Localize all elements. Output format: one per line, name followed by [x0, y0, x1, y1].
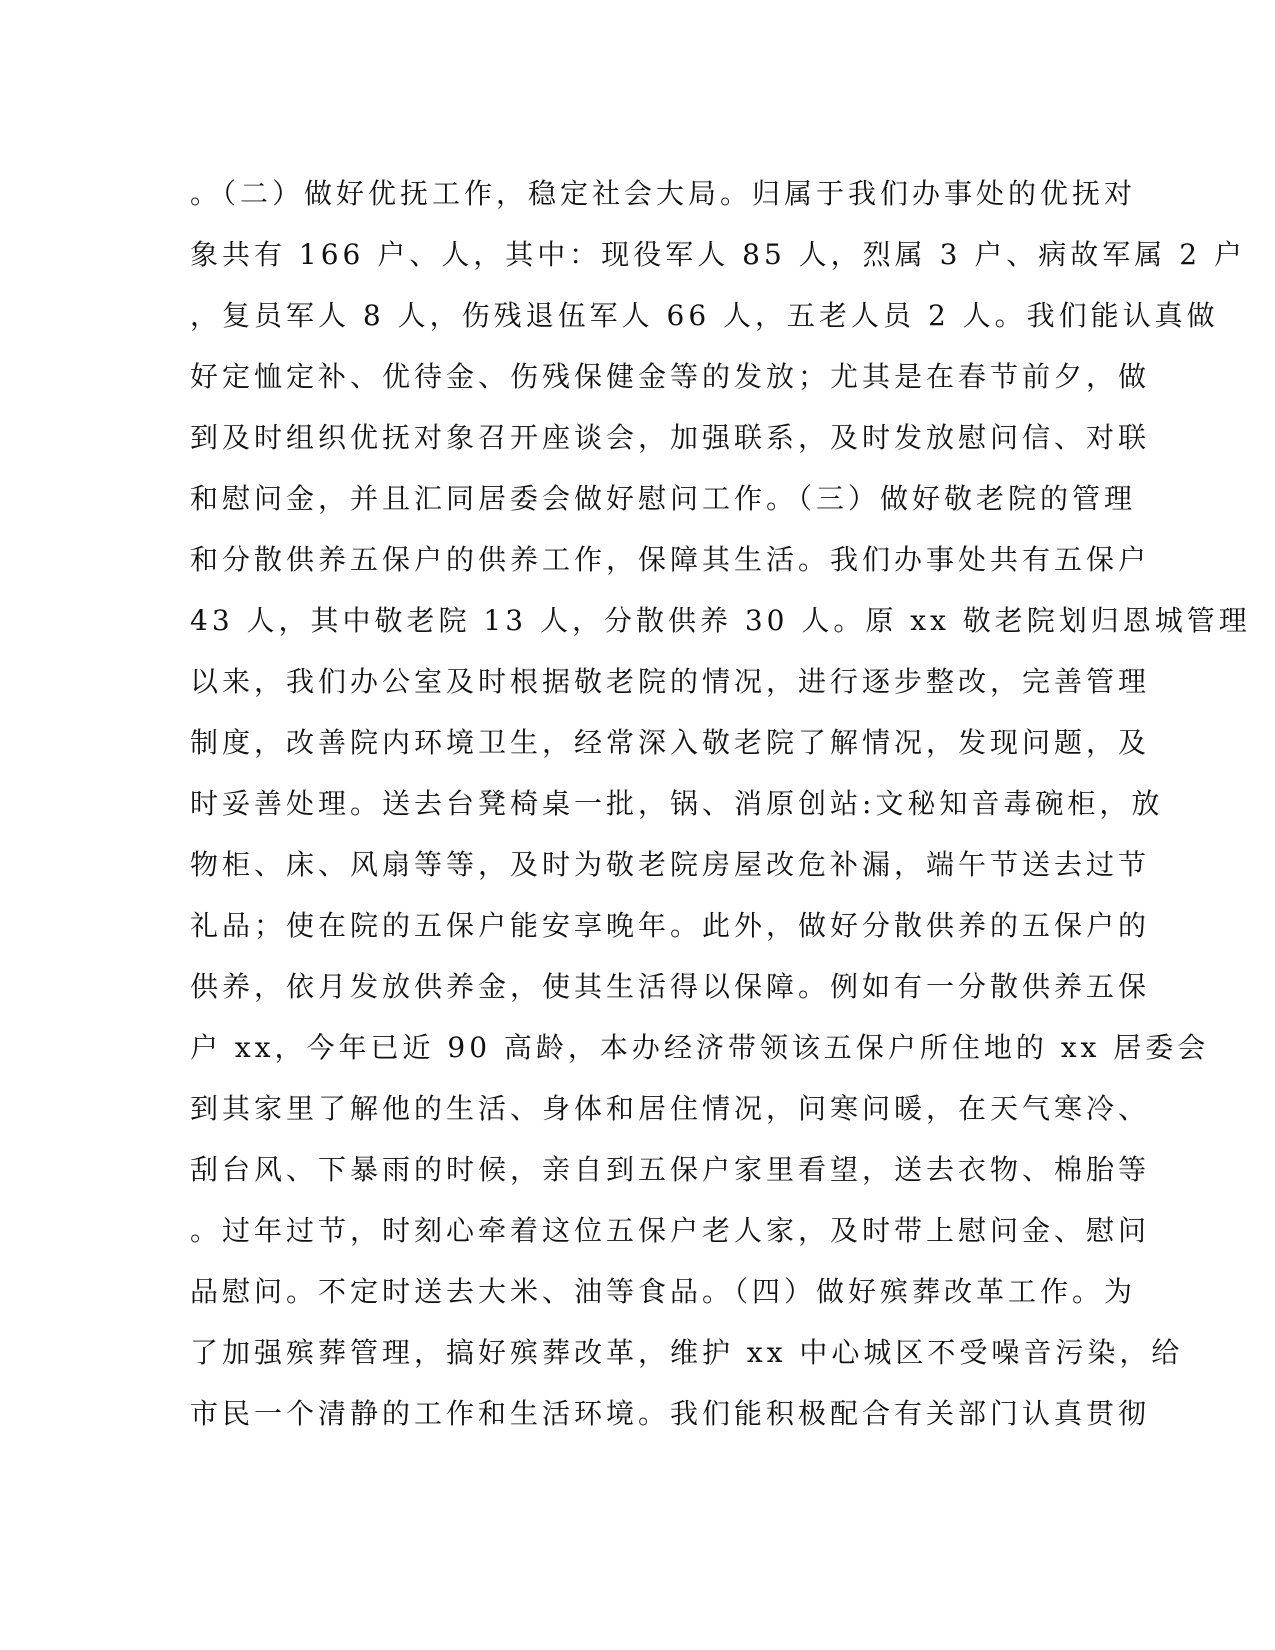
text-line: 到及时组织优抚对象召开座谈会，加强联系，及时发放慰问信、对联 [190, 421, 1151, 454]
text-line: 象共有 166 户、人，其中：现役军人 85 人，烈属 3 户、病故军属 2 户 [190, 238, 1246, 271]
text-line: 制度，改善院内环境卫生，经常深入敬老院了解情况，发现问题，及 [190, 726, 1151, 759]
text-line: 时妥善处理。送去台凳椅桌一批，锅、消原创站:文秘知音毒碗柜，放 [190, 787, 1164, 820]
text-line: 和分散供养五保户的供养工作，保障其生活。我们办事处共有五保户 [190, 543, 1151, 576]
text-line: 以来，我们办公室及时根据敬老院的情况，进行逐步整改，完善管理 [190, 665, 1151, 698]
body-text [190, 163, 1251, 1444]
text-line: ，复员军人 8 人，伤残退伍军人 66 人，五老人员 2 人。我们能认真做 [190, 299, 1219, 332]
text-line: 市民一个清静的工作和生活环境。我们能积极配合有关部门认真贯彻 [190, 1397, 1151, 1430]
text-line: 和慰问金，并且汇同居委会做好慰问工作。（三）做好敬老院的管理 [190, 482, 1137, 515]
text-line: 礼品；使在院的五保户能安享晚年。此外，做好分散供养的五保户的 [190, 909, 1151, 942]
text-line: 物柜、床、风扇等等，及时为敬老院房屋改危补漏，端午节送去过节 [190, 848, 1151, 881]
text-line: 品慰问。不定时送去大米、油等食品。（四）做好殡葬改革工作。为 [190, 1275, 1137, 1308]
text-line: 供养，依月发放供养金，使其生活得以保障。例如有一分散供养五保 [190, 970, 1151, 1003]
text-line: 到其家里了解他的生活、身体和居住情况，问寒问暖，在天气寒冷、 [190, 1092, 1151, 1125]
text-line: 户 xx，今年已近 90 高龄，本办经济带领该五保户所住地的 xx 居委会 [190, 1031, 1210, 1064]
text-line: 刮台风、下暴雨的时候，亲自到五保户家里看望，送去衣物、棉胎等 [190, 1153, 1151, 1186]
text-line: 43 人，其中敬老院 13 人，分散供养 30 人。原 xx 敬老院划归恩城管理 [190, 604, 1251, 637]
text-line: 了加强殡葬管理，搞好殡葬改革，维护 xx 中心城区不受噪音污染，给 [190, 1336, 1184, 1369]
text-line: 。过年过节，时刻心牵着这位五保户老人家，及时带上慰问金、慰问 [190, 1214, 1151, 1247]
text-line: 好定恤定补、优待金、伤残保健金等的发放；尤其是在春节前夕，做 [190, 360, 1151, 393]
text-line: 。（二）做好优抚工作，稳定社会大局。归属于我们办事处的优抚对 [190, 177, 1137, 210]
